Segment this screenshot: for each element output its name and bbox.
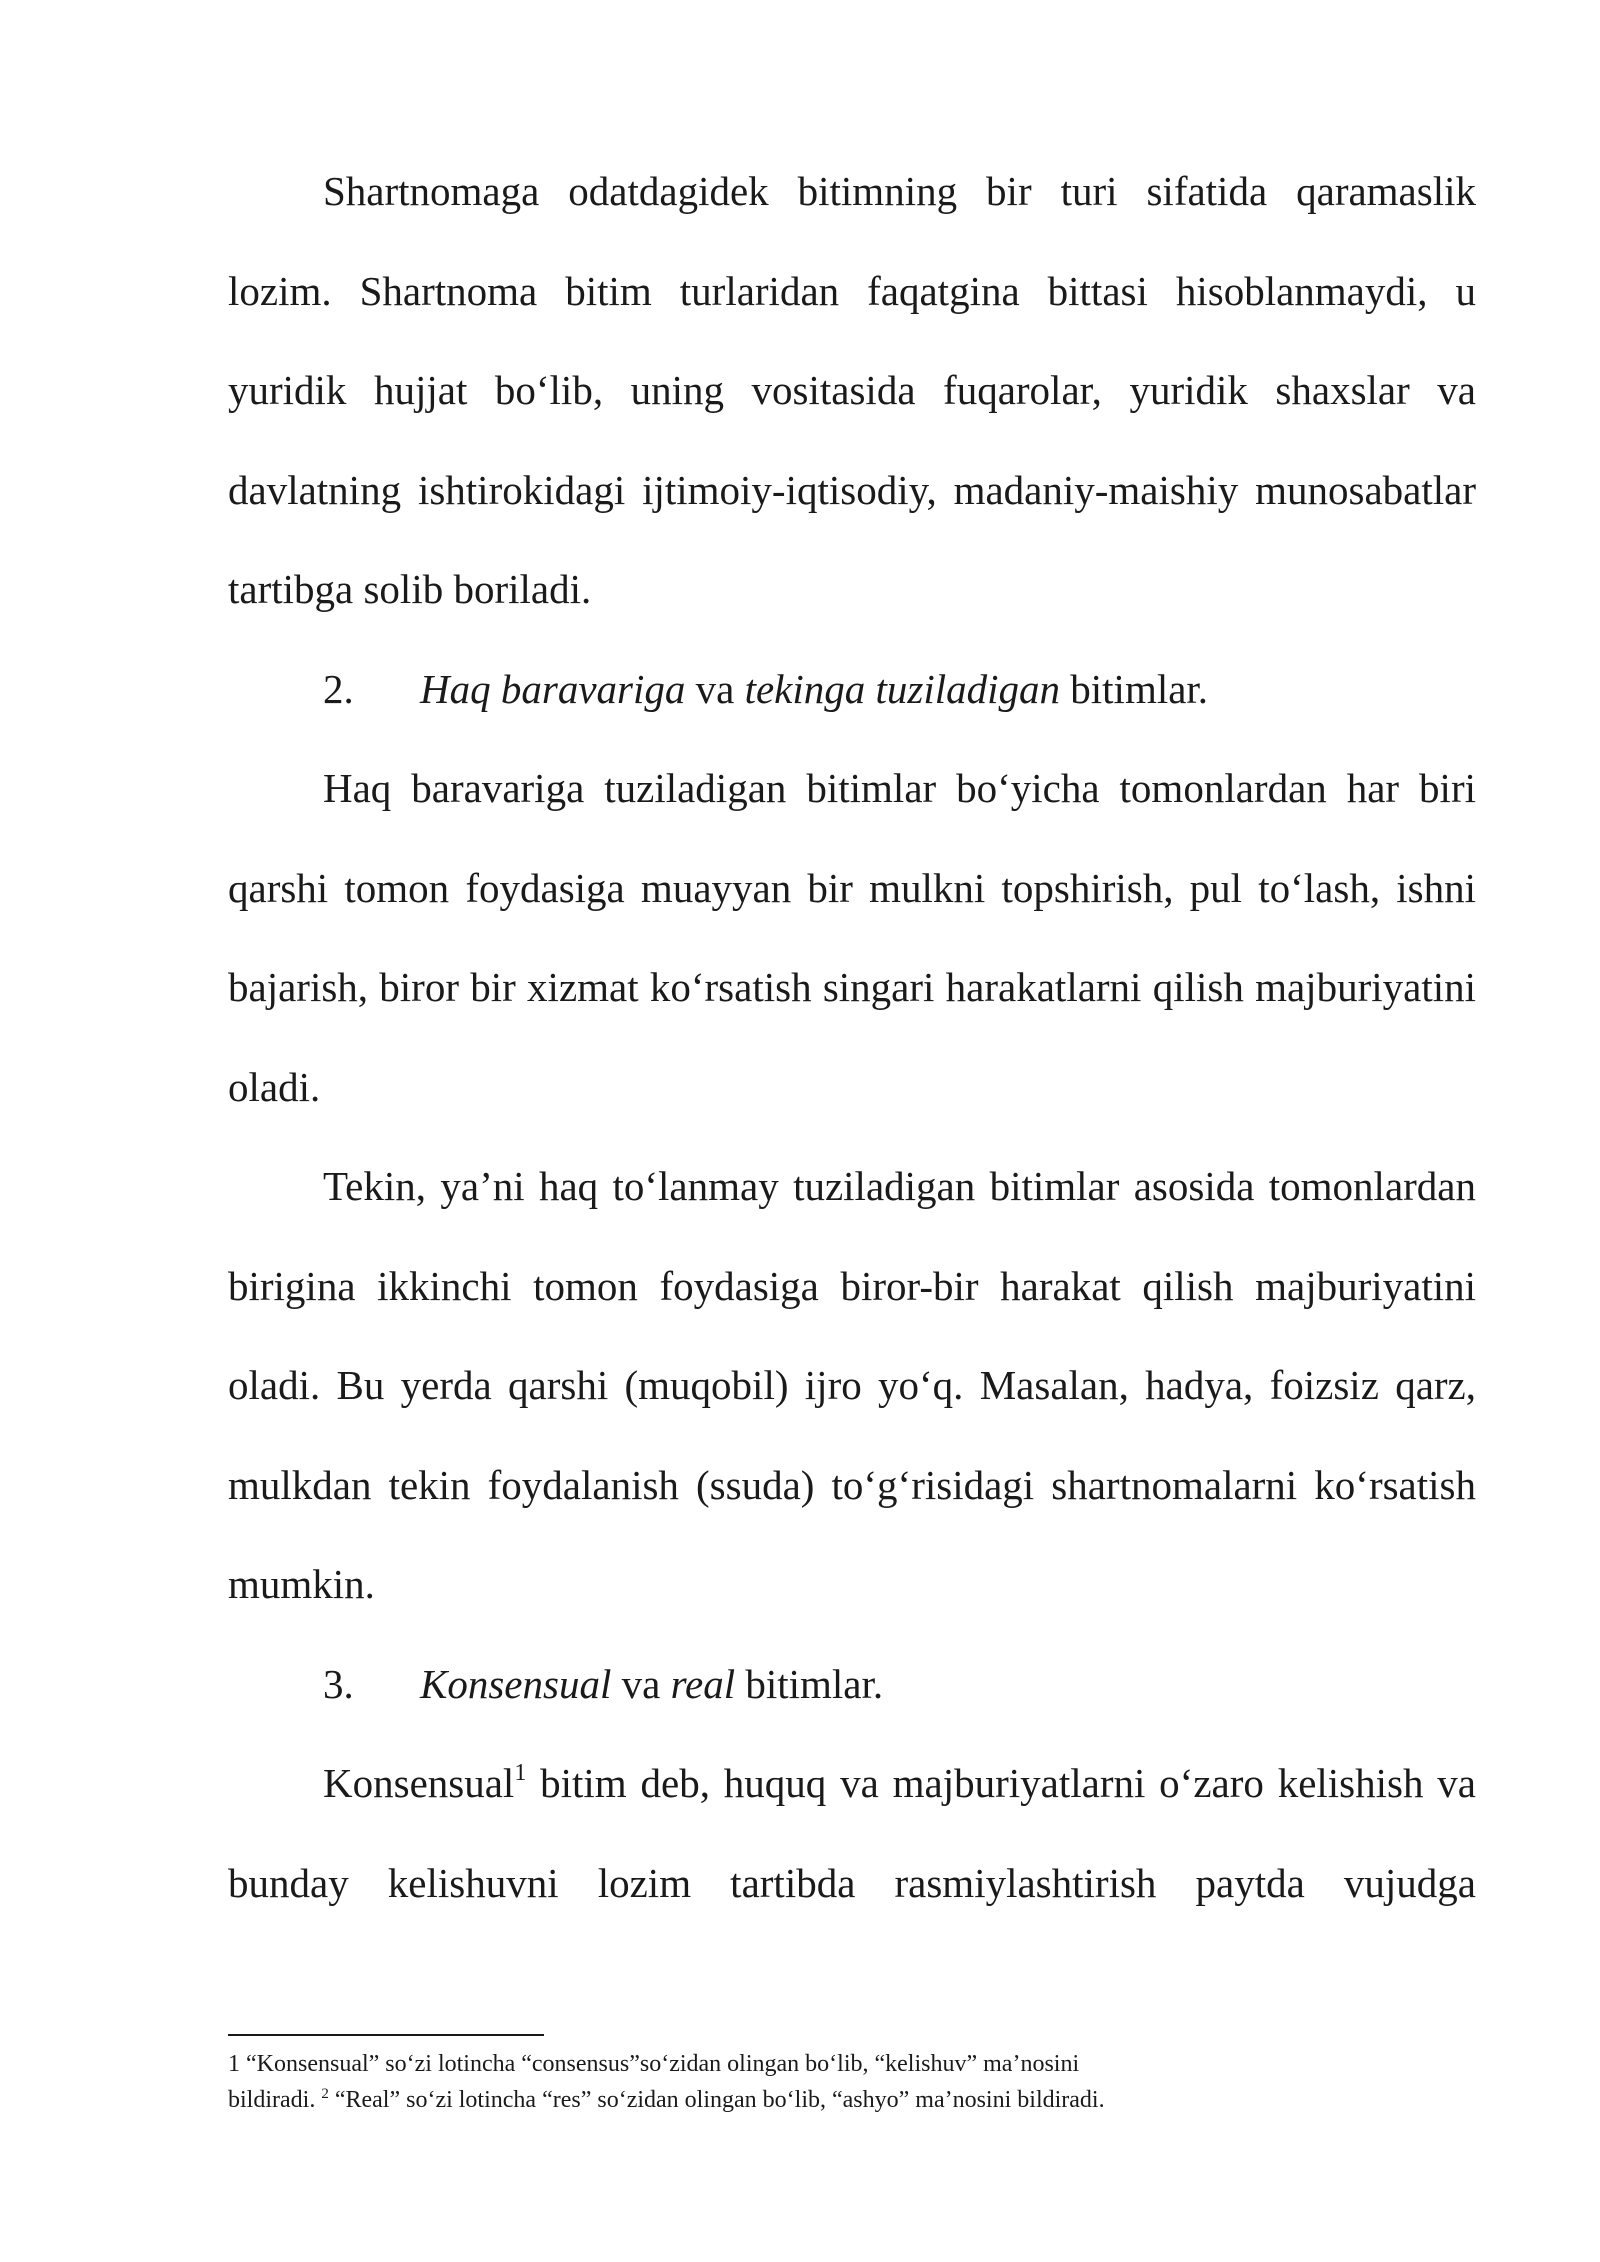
heading-connector: va (685, 665, 745, 712)
paragraph-free-transactions: Tekin, ya’ni haq to‘lanmay tuziladigan bitimlar asosida tomonlardan birigina ikkinchi tomon foydasiga biror-bir harakat qilish majburiyatini oladi. Bu yerda qarshi (muqobil) ijro yo‘q. Masalan, hadya, foizsiz qarz, mulkdan tekin foydalanish (ssuda) to‘g‘risidagi shartnomalarni ko‘rsatish mumkin. (228, 1163, 1476, 1607)
heading-number: 2. (323, 665, 354, 712)
body-text (228, 142, 1476, 1933)
footnote-text: “Real” so‘zi lotincha “res” so‘zidan olingan bo‘lib, “ashyo” ma’nosini bildiradi. (328, 2087, 1105, 2113)
paragraph-consensual-definition (228, 1734, 1476, 1933)
paragraph-contract-definition: Shartnomaga odatdagidek bitimning bir turi sifatida qaramaslik lozim. Shartnoma bitim turlaridan faqatgina bittasi hisoblanmaydi, u yuridik hujjat bo‘lib, uning vositasida fuqarolar, yuridik shaxslar va davlatning ishtirokidagi ijtimoiy-iqtisodiy, madaniy-maishiy munosabatlar tartibga solib boriladi. (228, 168, 1476, 612)
heading-tail: bitimlar. (735, 1660, 884, 1707)
heading-italic-term: Haq baravariga (420, 665, 686, 712)
footnote-text: bildiradi. (228, 2087, 322, 2113)
footnote-marker: 2 (321, 2086, 329, 2102)
paragraph-paid-transactions: Haq baravariga tuziladigan bitimlar bo‘yicha tomonlardan har biri qarshi tomon foydasiga muayyan bir mulkni topshirish, pul to‘lash, ishni bajarish, biror bir xizmat ko‘rsatish singari harakatlarni qilish majburiyatini oladi. (228, 765, 1476, 1110)
footnote-separator (228, 2034, 544, 2036)
paragraph-continuation: bitim deb, huquq va majburiyatlarni o‘zaro kelishish va bunday kelishuvni lozim tartibda rasmiylashtirish paytda vujudga (228, 1760, 1476, 1906)
heading-number: 3. (323, 1660, 354, 1707)
heading-paid-and-free-transactions (228, 640, 1476, 740)
heading-italic-term: Konsensual (420, 1660, 612, 1707)
heading-italic-term: tekinga tuziladigan (744, 665, 1061, 712)
footnote-reference[interactable]: 1 (514, 1760, 527, 1787)
consensual-term: Konsensual (323, 1760, 515, 1806)
footnotes (228, 2046, 1476, 2118)
heading-consensual-and-real-transactions (228, 1635, 1476, 1735)
footnote-line: 1 “Konsensual” so‘zi lotincha “consensus”so‘zidan olingan bo‘lib, “kelishuv” ma’nosini (228, 2051, 1080, 2077)
heading-connector: va (611, 1660, 671, 1707)
footnote-line (228, 2082, 1476, 2118)
heading-italic-term: real (670, 1660, 736, 1707)
heading-tail: bitimlar. (1060, 665, 1209, 712)
